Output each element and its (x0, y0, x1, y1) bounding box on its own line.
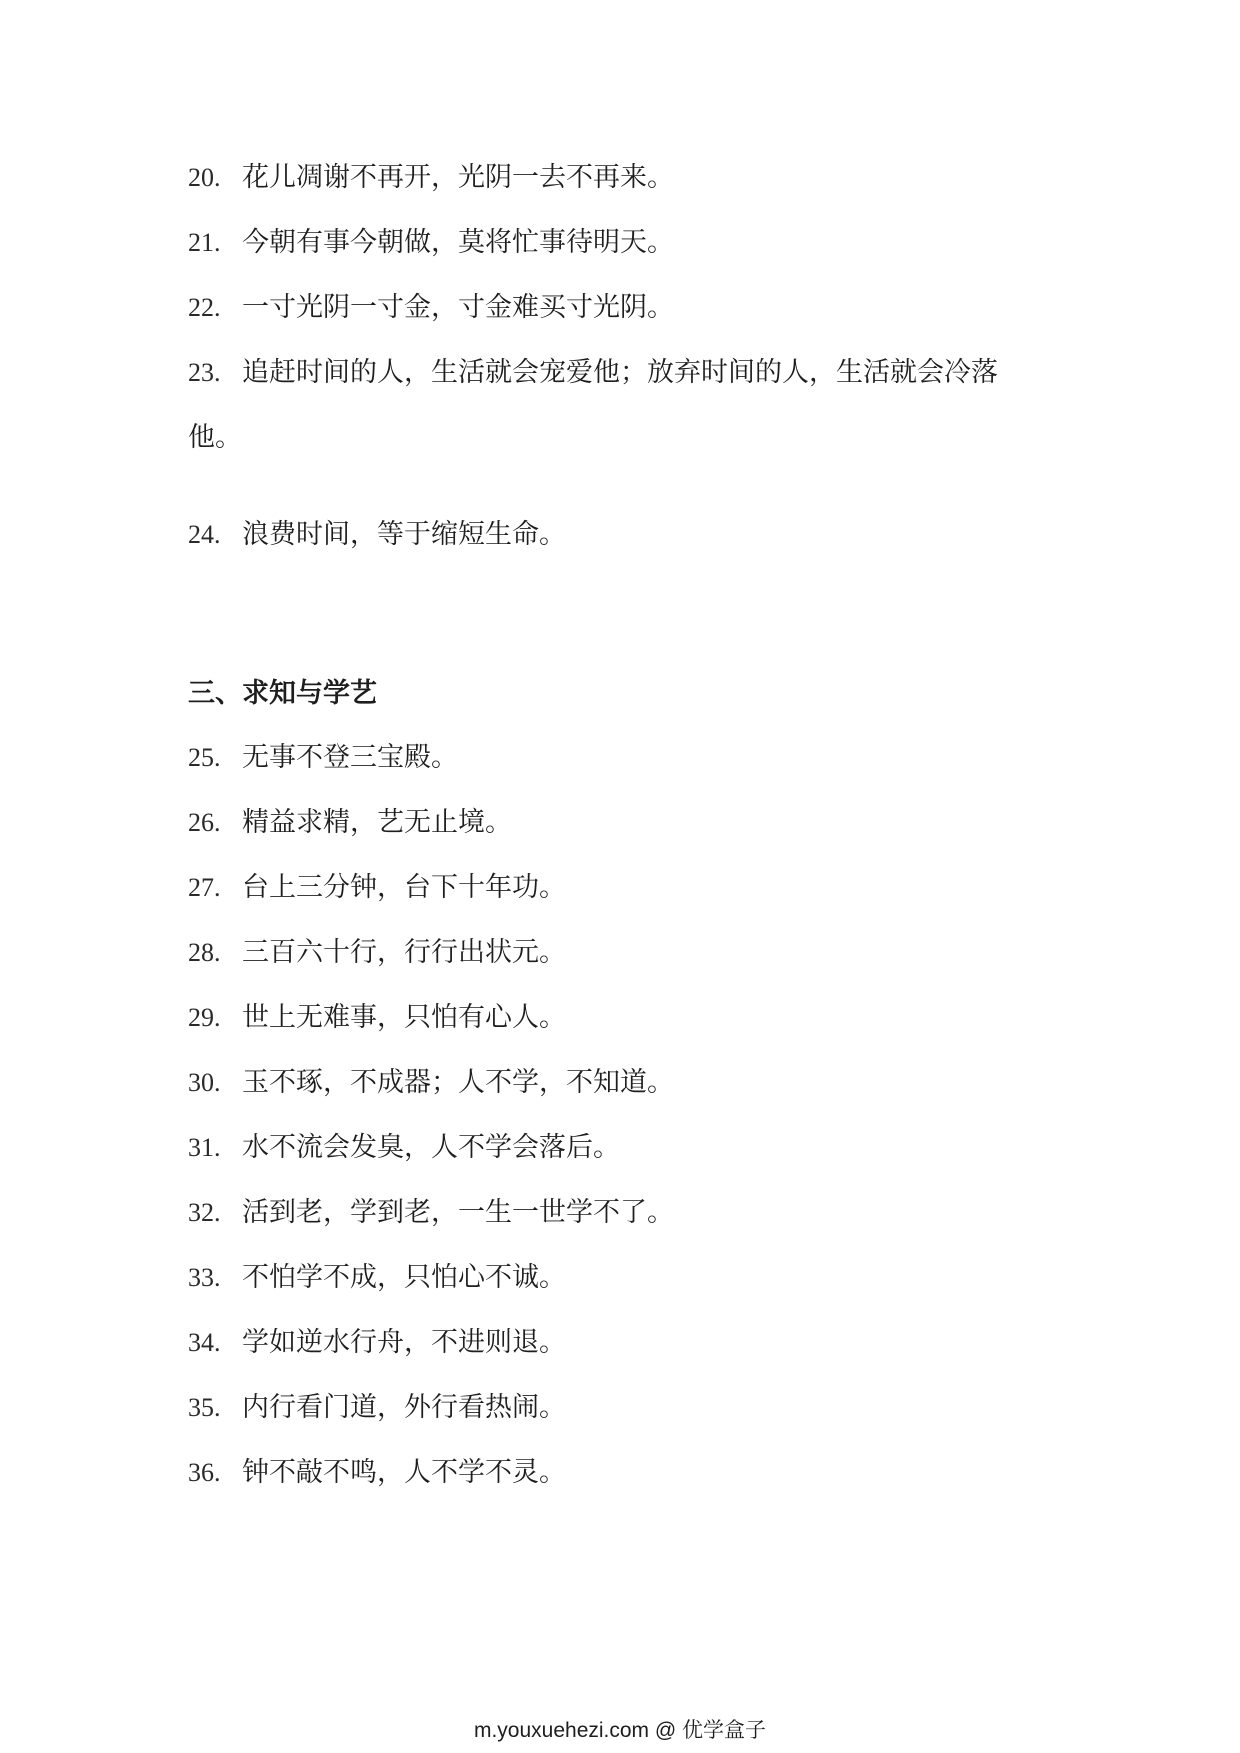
item-number: 34. (188, 1328, 221, 1357)
list-item (188, 1128, 620, 1168)
list-item (188, 223, 674, 263)
list-item (188, 515, 566, 555)
item-text: 精益求精，艺无止境。 (242, 807, 512, 838)
item-number: 27. (188, 873, 221, 902)
section-heading: 三、求知与学艺 (188, 678, 377, 709)
item-number: 32. (188, 1198, 221, 1227)
item-number: 26. (188, 808, 221, 837)
item-text: 学如逆水行舟，不进则退。 (242, 1327, 566, 1358)
list-item (188, 1453, 566, 1493)
item-number: 28. (188, 938, 221, 967)
item-text: 三百六十行，行行出状元。 (242, 937, 566, 968)
list-item (188, 998, 566, 1038)
item-text: 世上无难事，只怕有心人。 (242, 1002, 566, 1033)
item-text: 花儿凋谢不再开，光阴一去不再来。 (242, 162, 674, 193)
item-text: 钟不敲不鸣，人不学不灵。 (242, 1457, 566, 1488)
item-number: 23. (188, 358, 221, 387)
item-text: 内行看门道，外行看热闹。 (242, 1392, 566, 1423)
list-item (188, 868, 566, 908)
list-item (188, 353, 998, 393)
item-text: 追赶时间的人，生活就会宠爱他；放弃时间的人，生活就会冷落 (242, 357, 998, 388)
list-item (188, 803, 512, 843)
item-text: 不怕学不成，只怕心不诚。 (242, 1262, 566, 1293)
list-item (188, 158, 674, 198)
item-text: 无事不登三宝殿。 (242, 742, 458, 773)
item-text: 玉不琢，不成器；人不学，不知道。 (242, 1067, 674, 1098)
item-number: 20. (188, 163, 221, 192)
item-number: 36. (188, 1458, 221, 1487)
item-number: 29. (188, 1003, 221, 1032)
item-text-continuation: 他。 (188, 422, 242, 453)
list-item (188, 1323, 566, 1363)
item-number: 30. (188, 1068, 221, 1097)
item-text: 水不流会发臭，人不学会落后。 (242, 1132, 620, 1163)
item-text: 台上三分钟，台下十年功。 (242, 872, 566, 903)
list-item (188, 288, 674, 328)
footer-watermark: m.youxuehezi.com @ 优学盒子 (473, 1719, 767, 1742)
item-number: 22. (188, 293, 221, 322)
list-item (188, 1193, 674, 1233)
list-item (188, 1258, 566, 1298)
item-number: 33. (188, 1263, 221, 1292)
list-item (188, 1063, 674, 1103)
list-item (188, 738, 458, 778)
item-text: 浪费时间，等于缩短生命。 (242, 519, 566, 550)
list-item (188, 1388, 566, 1428)
item-number: 24. (188, 520, 221, 549)
list-item (188, 933, 566, 973)
item-text: 活到老，学到老，一生一世学不了。 (242, 1197, 674, 1228)
item-number: 21. (188, 228, 221, 257)
item-number: 25. (188, 743, 221, 772)
item-text: 一寸光阴一寸金，寸金难买寸光阴。 (242, 292, 674, 323)
item-number: 35. (188, 1393, 221, 1422)
item-text: 今朝有事今朝做，莫将忙事待明天。 (242, 227, 674, 258)
item-number: 31. (188, 1133, 221, 1162)
